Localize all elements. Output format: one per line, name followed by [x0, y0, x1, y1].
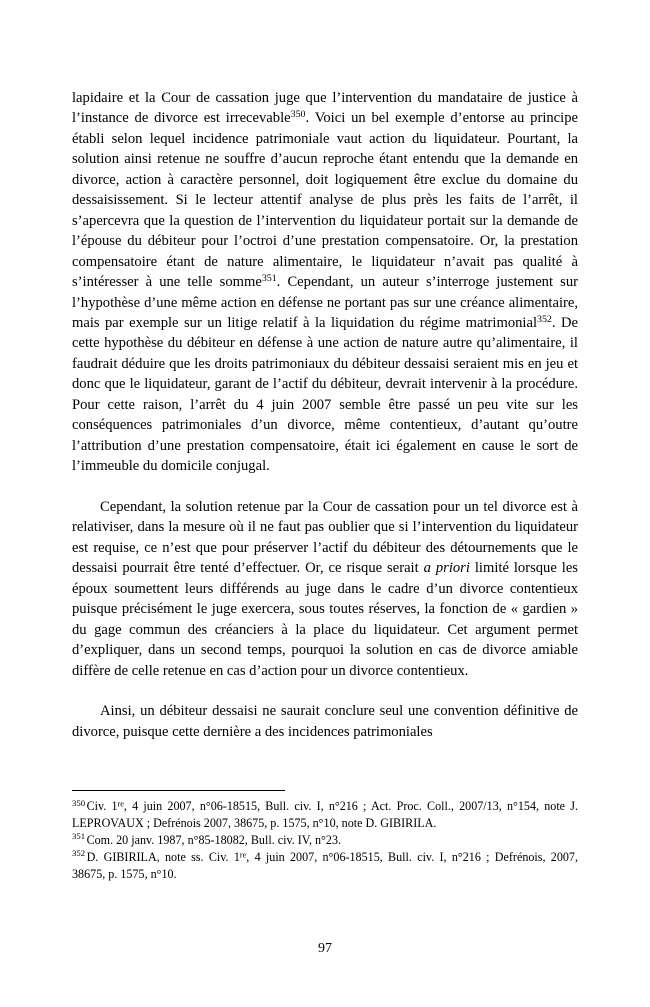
ordinal-suffix: re [239, 850, 247, 860]
italic-phrase: a priori [423, 560, 470, 577]
footnote-item [72, 798, 578, 832]
footnote-section [72, 790, 578, 883]
text-run: , 4 juin 2007, n°06-18515, Bull. civ. I, n°216 ; Act. Proc. Coll., 2007/13, n°154, note J. LEPROVAUX ; Defrénois 2007, 38675, p. 1575, n°10, note D. GIBIRILA. [72, 799, 578, 830]
text-run: . De cette hypothèse du débiteur en défense à une action de nature autre qu’alimentaire, il faudrait déduire que les droits patrimoniaux du débiteur dessaisi seraient mis en jeu et donc que le liquidateur, garant de l’actif du débiteur, devrait intervenir à la procédure. Pour cette raison, l’arrêt du 4 juin 2007 semble être passé [72, 314, 578, 413]
text-run: D. GIBIRILA, note ss. Civ. 1 [86, 849, 240, 864]
text-run: vite sur les conséquences patrimoniales d’un divorce, même contentieux, d’autant qu’outre l’attribution d’une prestation compensatoire, était ici également en cause le sort de l’immeuble du domicile conjugal. [72, 396, 578, 475]
body-text-column [72, 88, 578, 742]
footnote-reference-marker[interactable]: 351 [261, 272, 277, 284]
text-run: Ainsi, un débiteur dessaisi ne saurait conclure seul une convention définitive de divorce, puisque cette dernière a des incidences patrimoniales [72, 703, 578, 740]
text-run: . Voici un bel exemple d’entorse au principe établi selon lequel incidence patrimoniale vaut action du liquidateur. Pourtant, la solution ainsi retenue ne souffre d’aucun reproche étant entendu que la demande en divorce, action à caractère personnel, doit logiquement être exclue du domaine du dessaisissement. Si le lecteur attentif analyse de plus près les faits de l’arrêt, il s’apercevra que la question de l’intervention du liquidateur portait sur la demande de l’épouse du débiteur pour l’octroi d’une prestation compensatoire. Or, la prestation compensatoire étant de nature alimentaire, le liquidateur n’avait pas qualité à s’intéresser à une telle somme [72, 110, 578, 291]
ordinal-suffix: re [117, 799, 124, 809]
footnote-number[interactable]: 351 [72, 831, 86, 842]
text-run: , 4 juin 2007, n°06-18515, Bull. civ. I, n°216 ; Defrénois, 2007, 38675, p. 1575, n°10. [72, 849, 579, 881]
footnote-number[interactable]: 350 [72, 797, 86, 808]
body-paragraph [72, 497, 578, 681]
footnote-item [72, 849, 578, 883]
text-run: . Cependant, un auteur s’interroge justement sur l’hypothèse d’une même action en défense ne portant pas sur une créance alimentaire, mais par exemple sur un litige relatif à la liquidation du régime matrimonial [72, 274, 579, 331]
text-run: Cependant, la solution retenue par la Cour de cassation pour un tel divorce est à relativiser, dans la mesure où il ne faut pas oublier que si l’intervention du liquidateur est requise, ce n’est que pour préserver l’actif du débiteur des détournements que le dessaisi pourrait être tenté d’effectuer. Or, ce risque serait [72, 499, 578, 577]
text-run: lapidaire et la Cour de cassation juge que l’intervention du mandataire de justice à l’instance de divorce est irrecevable [72, 90, 578, 127]
text-run: Civ. 1 [86, 799, 118, 813]
footnote-reference-marker[interactable]: 350 [290, 109, 306, 121]
text-run: limité lorsque les époux soumettent leurs différends au juge dans le cadre d’un divorce contentieux puisque précisément le juge exercera, sous toutes réserves, la fonction de « gardien » du gage commun des créanciers à la place du liquidateur. Cet argument permet d’expliquer, dans un second temps, pourquoi la solution en cas de divorce amiable diffère de celle retenue en cas d’action pour un divorce contentieux. [72, 560, 578, 679]
text-run: un peu [457, 396, 499, 413]
footnote-reference-marker[interactable]: 352 [537, 313, 552, 325]
footnote-item [72, 832, 578, 849]
footnote-number[interactable]: 352 [72, 848, 86, 859]
body-paragraph [72, 88, 578, 477]
page-number: 97 [318, 941, 332, 956]
footnote-separator-rule [72, 790, 285, 791]
body-paragraph [72, 701, 578, 742]
text-run: Com. 20 janv. 1987, n°85-18082, Bull. civ. IV, n°23. [86, 832, 342, 847]
